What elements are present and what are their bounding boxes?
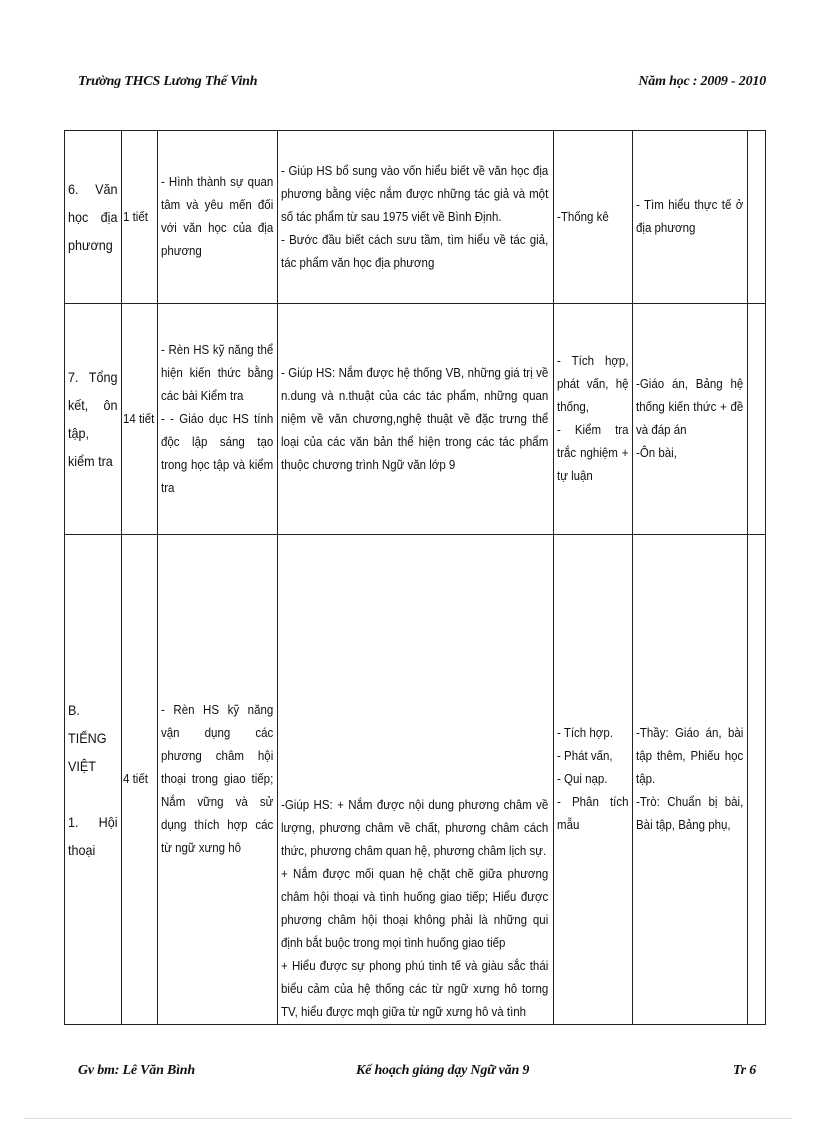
- notes-cell: [748, 304, 766, 535]
- duration-cell: 4 tiết: [122, 535, 158, 1025]
- divider: [24, 1118, 792, 1119]
- goals-cell: - Rèn HS kỹ năng vận dụng các phương châm hội thoại trong giao tiếp; Nắm vững và sử dụng thích hợp các từ ngữ xưng hô: [158, 535, 278, 1025]
- methods-cell: - Tích hợp, phát vấn, hệ thống, - Kiểm tra trắc nghiệm + tự luận: [554, 304, 633, 535]
- duration-cell: 14 tiết: [122, 304, 158, 535]
- lesson-plan-table: [64, 130, 766, 1025]
- methods-cell: - Tích hợp. - Phát vấn, - Qui nạp. - Phân tích mẫu: [554, 535, 633, 1025]
- content-cell: -Giúp HS: + Nắm được nội dung phương châm về lượng, phương châm về chất, phương châm cách thức, phương châm quan hệ, phương châm lịch sự. + Nắm được mối quan hệ chặt chẽ giữa phương châm hội thoại và tình huống giao tiếp; Hiểu được phương châm hội thoại không phải là những qui định bắt buộc trong mọi tình huống giao tiếp + Hiểu được sự phong phú tinh tế và giàu sắc thái biểu cảm của hệ thống các từ ngữ xưng hô torng TV, hiểu được mqh giữa từ ngữ xưng hô và tình: [278, 535, 554, 1025]
- materials-cell: -Giáo án, Bảng hệ thống kiến thức + đề và đáp án -Ôn bài,: [633, 304, 748, 535]
- school-year: Năm học : 2009 - 2010: [638, 74, 766, 89]
- plan-title: Kế hoạch giảng dạy Ngữ văn 9: [356, 1063, 530, 1078]
- topic-cell: 6. Văn học địa phương: [65, 131, 122, 304]
- topic-cell: 7. Tổng kết, ôn tập, kiểm tra: [65, 304, 122, 535]
- content-cell: - Giúp HS bổ sung vào vốn hiểu biết về văn học địa phương bằng việc nắm được những tác giả và một số tác phẩm từ sau 1975 viết về Bình Định. - Bước đầu biết cách sưu tầm, tìm hiểu về tác giả, tác phẩm văn học địa phương: [278, 131, 554, 304]
- content-cell: - Giúp HS: Nắm được hệ thống VB, những giá trị về n.dung và n.thuật của các tác phẩm, những quan niệm về văn chương,nghệ thuật về đặc trưng thể loại của các văn bản thể hiện trong các tác phẩm thuộc chương trình Ngữ văn lớp 9: [278, 304, 554, 535]
- materials-cell: -Thầy: Giáo án, bài tập thêm, Phiếu học tập. -Trò: Chuẩn bị bài, Bài tập, Bảng phụ,: [633, 535, 748, 1025]
- methods-cell: -Thống kê: [554, 131, 633, 304]
- goals-cell: - Rèn HS kỹ năng thể hiện kiến thức bằng các bài Kiểm tra - - Giáo dục HS tính độc lập sáng tạo trong học tập và kiểm tra: [158, 304, 278, 535]
- materials-cell: - Tìm hiểu thực tế ở địa phương: [633, 131, 748, 304]
- notes-cell: [748, 131, 766, 304]
- duration-cell: 1 tiết: [122, 131, 158, 304]
- school-name: Trường THCS Lương Thế Vinh: [78, 74, 258, 89]
- notes-cell: [748, 535, 766, 1025]
- teacher-name: Gv bm: Lê Văn Bình: [78, 1063, 195, 1078]
- goals-cell: - Hình thành sự quan tâm và yêu mến đối với văn học của địa phương: [158, 131, 278, 304]
- table-row: [65, 535, 766, 1025]
- table-row: [65, 131, 766, 304]
- page-number: Tr 6: [732, 1063, 756, 1078]
- topic-cell: B. TIẾNG VIỆT 1. Hội thoại: [65, 535, 122, 1025]
- table-row: [65, 304, 766, 535]
